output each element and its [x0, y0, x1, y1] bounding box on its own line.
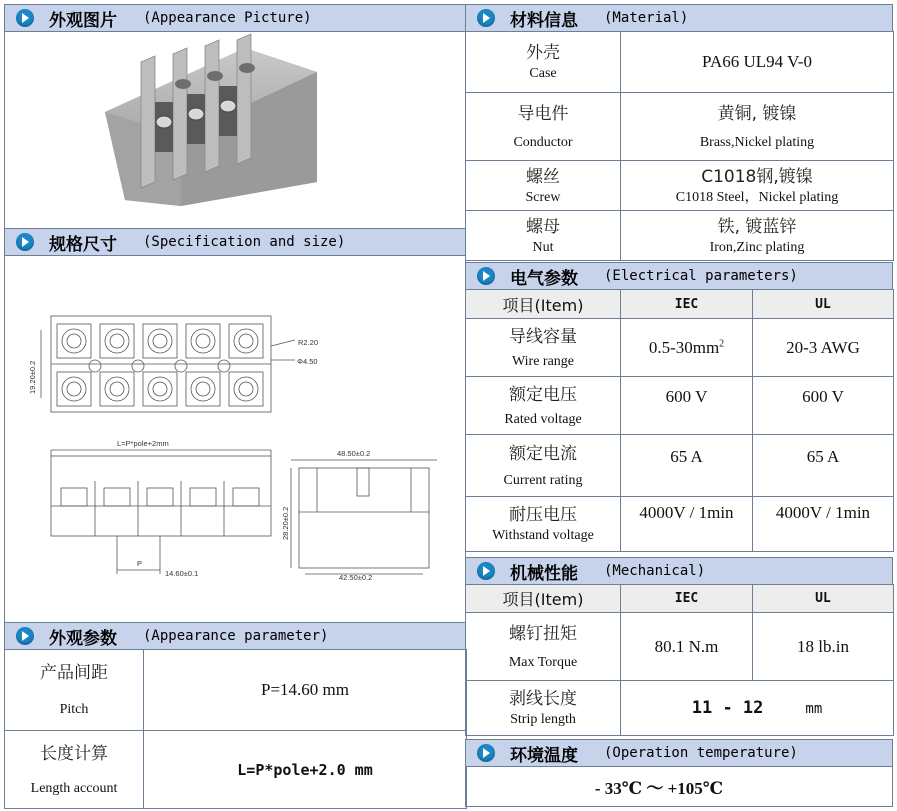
- dim-top-height: 19.20±0.2: [28, 360, 37, 394]
- electrical-table: [465, 289, 894, 552]
- strip-length-value: 11 - 12 mm: [621, 681, 894, 736]
- value-en: C1018 Steel，Nickel plating: [675, 189, 839, 205]
- table-row: [466, 377, 894, 435]
- table-header-row: [466, 290, 894, 319]
- section-title-cn: 环境温度: [510, 745, 578, 766]
- section-title-cn: 材料信息: [510, 10, 578, 31]
- material-table: [465, 31, 894, 261]
- withstand-voltage-ul: 4000V / 1min: [753, 497, 894, 552]
- section-title-en: (Operation temperature): [604, 745, 798, 761]
- table-row: [466, 211, 894, 261]
- rated-voltage-ul: 600 V: [753, 377, 894, 435]
- section-title-en: (Specification and size): [143, 234, 346, 250]
- row-label-cn: 产品间距: [40, 663, 108, 683]
- table-row: [466, 681, 894, 736]
- length-value: L=P*pole+2.0 mm: [144, 731, 467, 809]
- row-label-en: Strip length: [510, 712, 576, 727]
- product-photo-panel: [4, 31, 466, 229]
- table-row: [466, 32, 894, 93]
- appearance-param-header: [4, 622, 466, 650]
- row-label-en: Wire range: [511, 353, 574, 369]
- row-label-en: Conductor: [513, 134, 573, 150]
- col-item: 项目(Item): [466, 585, 621, 613]
- dim-base: 42.50±0.2: [339, 573, 373, 582]
- row-label-cn: 外壳: [526, 43, 560, 63]
- row-label-en: Max Torque: [508, 654, 578, 670]
- table-row: [466, 435, 894, 497]
- section-title-cn: 机械性能: [510, 563, 578, 584]
- temperature-value-box: [465, 766, 893, 807]
- table-row: [466, 93, 894, 161]
- section-title-en: (Electrical parameters): [604, 268, 798, 284]
- row-label-cn: 长度计算: [40, 743, 108, 764]
- row-label-en: Current rating: [503, 472, 583, 488]
- row-label-en: Length account: [30, 780, 118, 796]
- value-cn: 铁, 镀蓝锌: [717, 216, 797, 237]
- temperature-value: - 33℃ ～ +105℃: [594, 779, 724, 798]
- appearance-param-table: [4, 649, 467, 809]
- section-title-en: (Appearance parameter): [143, 628, 329, 644]
- arrow-bullet-icon: [477, 562, 495, 580]
- spec-size-header: [4, 228, 466, 256]
- torque-iec: 80.1 N.m: [621, 613, 753, 681]
- col-ul: UL: [753, 585, 894, 613]
- row-label-cn: 导电件: [517, 103, 569, 124]
- dim-radius: R2.20: [298, 338, 319, 347]
- section-title-en: (Appearance Picture): [143, 10, 312, 26]
- arrow-bullet-icon: [477, 744, 495, 762]
- terminal-block-photo: [5, 32, 465, 228]
- mechanical-header: [465, 557, 893, 585]
- arrow-bullet-icon: [16, 233, 34, 251]
- table-row: [466, 613, 894, 681]
- col-item: 项目(Item): [466, 290, 621, 319]
- dim-pitch: 14.60±0.1: [165, 569, 199, 578]
- arrow-bullet-icon: [16, 627, 34, 645]
- temperature-header: [465, 739, 893, 767]
- material-header: [465, 4, 893, 32]
- dim-hole: Φ4.50: [297, 357, 318, 366]
- section-title-cn: 外观参数: [49, 628, 117, 649]
- wire-range-ul: 20-3 AWG: [753, 319, 894, 377]
- arrow-bullet-icon: [477, 267, 495, 285]
- section-title-cn: 外观图片: [49, 10, 117, 31]
- row-label-en: Pitch: [59, 702, 89, 717]
- value-en: Brass,Nickel plating: [699, 134, 815, 150]
- pitch-value: P=14.60 mm: [144, 650, 467, 731]
- row-label-cn: 螺丝: [526, 166, 560, 187]
- wire-range-iec: $0.5-30mm^2$: [621, 319, 753, 377]
- row-label-cn: 导线容量: [509, 326, 577, 347]
- row-label-en: Case: [529, 66, 557, 81]
- table-row: [466, 497, 894, 552]
- dimension-drawing: [5, 256, 465, 622]
- row-label-en: Rated voltage: [504, 411, 582, 427]
- rated-voltage-iec: 600 V: [621, 377, 753, 435]
- mechanical-table: [465, 584, 894, 736]
- dim-height: 28.20±0.2: [281, 506, 290, 540]
- arrow-bullet-icon: [477, 9, 495, 27]
- row-label-cn: 耐压电压: [509, 505, 577, 525]
- value-cn: 黄铜, 镀镍: [717, 103, 797, 124]
- dim-pitch-label: P: [137, 559, 143, 568]
- col-iec: IEC: [621, 290, 753, 319]
- value-cn: C1018钢,镀镍: [701, 166, 813, 187]
- row-label-en: Withstand voltage: [492, 528, 594, 543]
- case-value: PA66 UL94 V-0: [621, 32, 894, 93]
- section-title-en: (Mechanical): [604, 563, 706, 579]
- withstand-voltage-iec: 4000V / 1min: [621, 497, 753, 552]
- dimension-drawing-panel: [4, 255, 466, 623]
- row-label-en: Nut: [532, 239, 554, 255]
- row-label-cn: 额定电压: [509, 384, 577, 405]
- appearance-picture-header: [4, 4, 466, 32]
- section-title-en: (Material): [604, 10, 689, 26]
- electrical-header: [465, 262, 893, 290]
- section-title-cn: 规格尺寸: [49, 234, 117, 255]
- table-row: [466, 319, 894, 377]
- row-label-cn: 剥线长度: [509, 689, 577, 709]
- current-rating-ul: 65 A: [753, 435, 894, 497]
- table-row: [5, 731, 467, 809]
- table-row: [466, 161, 894, 211]
- row-label-en: Screw: [525, 189, 561, 205]
- col-iec: IEC: [621, 585, 753, 613]
- row-label-cn: 螺母: [526, 216, 560, 237]
- table-header-row: [466, 585, 894, 613]
- table-row: [5, 650, 467, 731]
- row-label-cn: 螺钉扭矩: [509, 623, 577, 644]
- torque-ul: 18 lb.in: [753, 613, 894, 681]
- section-title-cn: 电气参数: [510, 268, 578, 289]
- row-label-cn: 额定电流: [509, 443, 577, 464]
- col-ul: UL: [753, 290, 894, 319]
- dim-width: 48.50±0.2: [337, 449, 371, 458]
- dim-length: L=P*pole+2mm: [117, 439, 169, 448]
- value-en: Iron,Zinc plating: [709, 239, 805, 255]
- arrow-bullet-icon: [16, 9, 34, 27]
- current-rating-iec: 65 A: [621, 435, 753, 497]
